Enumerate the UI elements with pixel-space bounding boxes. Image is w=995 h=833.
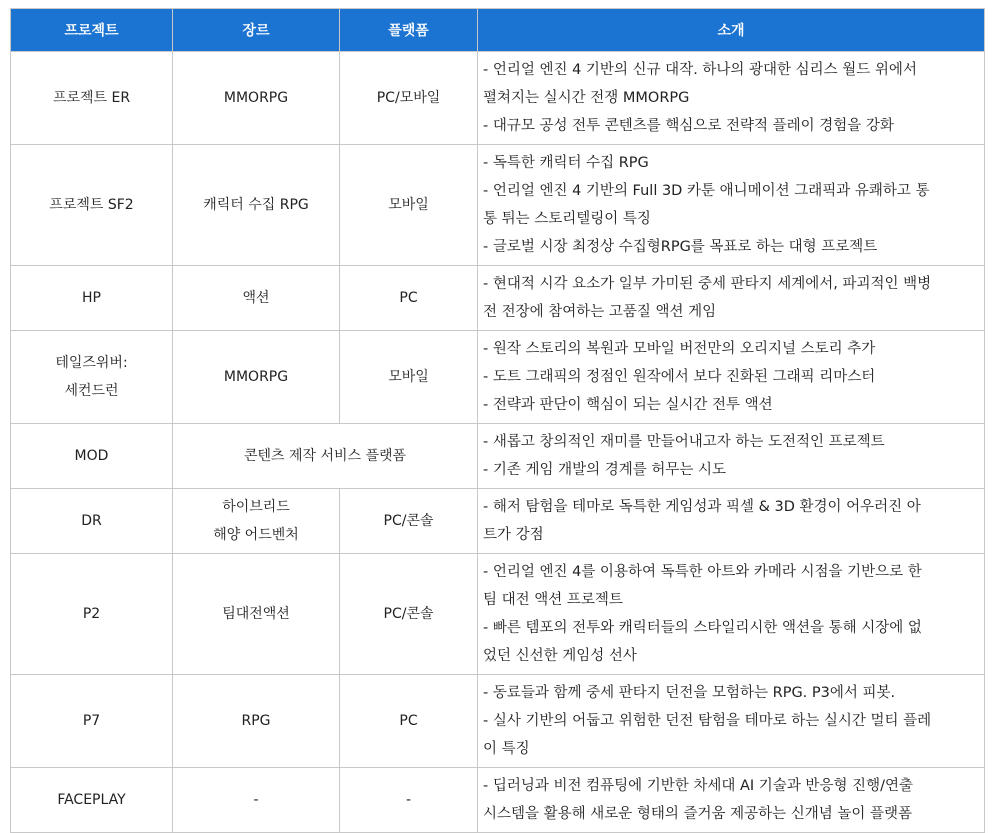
genre-cell: 액션 <box>173 266 340 331</box>
genre-cell: - <box>173 768 340 833</box>
intro-cell <box>478 554 985 675</box>
intro-cell <box>478 424 985 489</box>
intro-cell <box>478 266 985 331</box>
intro-line: 었던 신선한 게임성 선사 <box>483 648 637 664</box>
project-cell: P7 <box>11 675 173 768</box>
table-row <box>11 266 985 331</box>
intro-line: 시스템을 활용해 새로운 형태의 즐거움 제공하는 신개념 놀이 플랫폼 <box>483 806 913 822</box>
genre-cell: 캐릭터 수집 RPG <box>173 145 340 266</box>
intro-line: - 해저 탐험을 테마로 독특한 게임성과 픽셀 & 3D 환경이 어우러진 아 <box>483 499 921 515</box>
intro-line: - 언리얼 엔진 4를 이용하여 독특한 아트와 카메라 시점을 기반으로 한 <box>483 564 922 580</box>
project-table <box>10 8 985 833</box>
platform-cell: PC <box>340 266 478 331</box>
intro-cell <box>478 768 985 833</box>
project-cell <box>11 331 173 424</box>
intro-cell <box>478 331 985 424</box>
platform-cell: 모바일 <box>340 145 478 266</box>
project-cell: 프로젝트 SF2 <box>11 145 173 266</box>
intro-line: - 빠른 템포의 전투와 캐릭터들의 스타일리시한 액션을 통해 시장에 없 <box>483 620 922 636</box>
table-row <box>11 768 985 833</box>
intro-line: 전 전장에 참여하는 고품질 액션 게임 <box>483 304 717 320</box>
intro-line: - 도트 그래픽의 정점인 원작에서 보다 진화된 그래픽 리마스터 <box>483 369 876 385</box>
intro-line: - 독특한 캐릭터 수집 RPG <box>483 155 649 171</box>
platform-cell: PC <box>340 675 478 768</box>
intro-line: - 동료들과 함께 중세 판타지 던전을 모험하는 RPG. P3에서 피봇. <box>483 685 896 701</box>
platform-cell: PC/모바일 <box>340 52 478 145</box>
project-cell: DR <box>11 489 173 554</box>
project-line: 테일즈위버: <box>55 355 128 371</box>
intro-line: - 새롭고 창의적인 재미를 만들어내고자 하는 도전적인 프로젝트 <box>483 434 885 450</box>
project-cell: P2 <box>11 554 173 675</box>
project-cell: 프로젝트 ER <box>11 52 173 145</box>
genre-cell: MMORPG <box>173 331 340 424</box>
genre-platform-cell: 콘텐츠 제작 서비스 플랫폼 <box>173 424 478 489</box>
project-cell: HP <box>11 266 173 331</box>
platform-cell: 모바일 <box>340 331 478 424</box>
project-cell: MOD <box>11 424 173 489</box>
intro-line: - 딥러닝과 비전 컴퓨팅에 기반한 차세대 AI 기술과 반응형 진행/연출 <box>483 778 913 794</box>
intro-line: 통 튀는 스토리텔링이 특징 <box>483 211 651 227</box>
table-row <box>11 424 985 489</box>
intro-cell <box>478 52 985 145</box>
intro-line: 펼쳐지는 실시간 전쟁 MMORPG <box>483 90 690 106</box>
intro-line: - 원작 스토리의 복원과 모바일 버전만의 오리지널 스토리 추가 <box>483 341 876 357</box>
intro-cell <box>478 489 985 554</box>
table-row <box>11 331 985 424</box>
table-row <box>11 675 985 768</box>
intro-line: - 기존 게임 개발의 경계를 허무는 시도 <box>483 462 726 478</box>
table-row <box>11 554 985 675</box>
intro-line: - 글로벌 시장 최정상 수집형RPG를 목표로 하는 대형 프로젝트 <box>483 239 878 255</box>
genre-line: 하이브리드 <box>222 499 290 515</box>
intro-line: 트가 강점 <box>483 527 544 543</box>
intro-cell <box>478 675 985 768</box>
project-line: 세컨드런 <box>64 383 119 399</box>
header-genre: 장르 <box>173 9 340 52</box>
intro-line: - 현대적 시각 요소가 일부 가미된 중세 판타지 세계에서, 파괴적인 백병 <box>483 276 932 292</box>
intro-line: - 언리얼 엔진 4 기반의 신규 대작. 하나의 광대한 심리스 월드 위에서 <box>483 62 917 78</box>
platform-cell: PC/콘솔 <box>340 489 478 554</box>
genre-cell: RPG <box>173 675 340 768</box>
table-row <box>11 489 985 554</box>
intro-line: - 대규모 공성 전투 콘텐츠를 핵심으로 전략적 플레이 경험을 강화 <box>483 118 894 134</box>
platform-cell: - <box>340 768 478 833</box>
intro-line: 팀 대전 액션 프로젝트 <box>483 592 623 608</box>
header-intro: 소개 <box>478 9 985 52</box>
table-row <box>11 145 985 266</box>
intro-line: - 전략과 판단이 핵심이 되는 실시간 전투 액션 <box>483 397 773 413</box>
header-row <box>11 9 985 52</box>
header-project: 프로젝트 <box>11 9 173 52</box>
header-platform: 플랫폼 <box>340 9 478 52</box>
project-cell: FACEPLAY <box>11 768 173 833</box>
intro-line: - 언리얼 엔진 4 기반의 Full 3D 카툰 애니메이션 그래픽과 유쾌하고 통 <box>483 183 930 199</box>
platform-cell: PC/콘솔 <box>340 554 478 675</box>
intro-line: 이 특징 <box>483 741 530 757</box>
genre-cell: 팀대전액션 <box>173 554 340 675</box>
genre-cell <box>173 489 340 554</box>
intro-line: - 실사 기반의 어둡고 위험한 던전 탐험을 테마로 하는 실시간 멀티 플레 <box>483 713 932 729</box>
table-row <box>11 52 985 145</box>
intro-cell <box>478 145 985 266</box>
genre-line: 해양 어드벤처 <box>213 527 299 543</box>
genre-cell: MMORPG <box>173 52 340 145</box>
